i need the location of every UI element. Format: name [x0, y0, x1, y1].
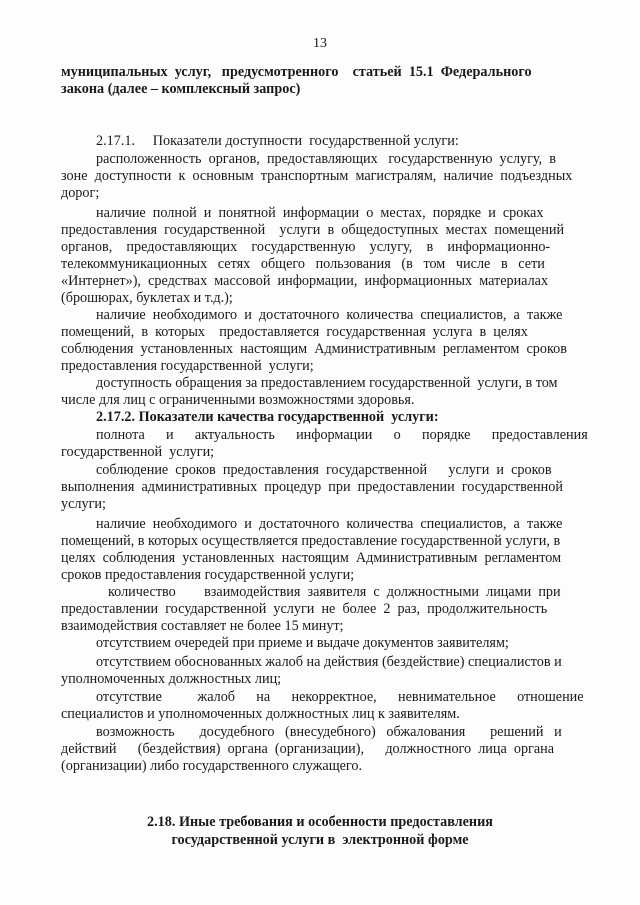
- paragraph-line: наличие необходимого и достаточного количества специалистов, а также: [96, 516, 563, 532]
- paragraph-line: (организации) либо государственного служащего.: [61, 758, 363, 774]
- paragraph-line: предоставления государственной услуги;: [61, 358, 314, 374]
- paragraph-line: органов, предоставляющих государственную услугу, в информационно-: [61, 239, 551, 255]
- paragraph-line: телекоммуникационных сетях общего пользования (в том числе в сети: [61, 256, 545, 272]
- paragraph-line: отсутствие жалоб на некорректное, невнимательное отношение: [96, 689, 584, 705]
- paragraph-line: действий (бездействия) органа (организации), должностного лица органа: [61, 741, 555, 757]
- paragraph-line: наличие полной и понятной информации о местах, порядке и сроках: [96, 205, 544, 221]
- paragraph-line: наличие необходимого и достаточного количества специалистов, а также: [96, 307, 563, 323]
- page-number: 13: [313, 36, 327, 51]
- paragraph-line: помещений, в которых предоставляется государственная услуга в целях: [61, 324, 528, 340]
- paragraph-line: «Интернет»), средствах массовой информации, информационных материалах: [61, 273, 549, 289]
- section-2-18-heading-line-2: государственной услуги в электронной форме: [171, 832, 469, 848]
- section-2-17-2-heading: 2.17.2. Показатели качества государственной услуги:: [96, 409, 439, 425]
- paragraph-line: отсутствием обоснованных жалоб на действия (бездействие) специалистов и: [96, 654, 562, 670]
- paragraph-line: количество взаимодействия заявителя с должностными лицами при: [108, 584, 561, 600]
- paragraph-line: предоставлении государственной услуги не более 2 раз, продолжительность: [61, 601, 548, 617]
- paragraph-line: предоставления государственной услуги в общедоступных местах помещений: [61, 222, 565, 238]
- paragraph-line: соблюдение сроков предоставления государственной услуги и сроков: [96, 462, 552, 478]
- section-2-17-1-heading: 2.17.1. Показатели доступности государственной услуги:: [96, 133, 459, 149]
- paragraph-line: полнота и актуальность информации о порядке предоставления: [96, 427, 588, 443]
- paragraph-line: числе для лиц с ограниченными возможностями здоровья.: [61, 392, 415, 408]
- paragraph-line: возможность досудебного (внесудебного) обжалования решений и: [96, 724, 562, 740]
- paragraph-line: услуги;: [61, 496, 106, 512]
- paragraph-line: целях соблюдения установленных настоящим Административным регламентом: [61, 550, 562, 566]
- paragraph-line: государственной услуги;: [61, 444, 215, 460]
- paragraph-line: расположенность органов, предоставляющих государственную услугу, в: [96, 151, 556, 167]
- paragraph-line: дорог;: [61, 185, 100, 201]
- paragraph-line: (брошюрах, буклетах и т.д.);: [61, 290, 233, 306]
- paragraph-line: уполномоченных должностных лиц;: [61, 671, 282, 687]
- intro-line-2: закона (далее – комплексный запрос): [61, 81, 301, 97]
- paragraph-line: помещений, в которых осуществляется предоставление государственной услуги, в: [61, 533, 561, 549]
- paragraph-line: выполнения административных процедур при предоставлении государственной: [61, 479, 563, 495]
- paragraph-line: сроков предоставления государственной услуги;: [61, 567, 355, 583]
- paragraph-line: отсутствием очередей при приеме и выдаче документов заявителям;: [96, 635, 509, 651]
- paragraph-line: взаимодействия составляет не более 15 минут;: [61, 618, 344, 634]
- intro-line-1: муниципальных услуг, предусмотренного статьей 15.1 Федерального: [61, 64, 532, 80]
- paragraph-line: специалистов и уполномоченных должностных лиц к заявителям.: [61, 706, 460, 722]
- paragraph-line: доступность обращения за предоставлением государственной услуги, в том: [96, 375, 558, 391]
- section-2-18-heading-line-1: 2.18. Иные требования и особенности предоставления: [147, 814, 493, 830]
- paragraph-line: соблюдения установленных настоящим Административным регламентом сроков: [61, 341, 567, 357]
- paragraph-line: зоне доступности к основным транспортным магистралям, наличие подъездных: [61, 168, 573, 184]
